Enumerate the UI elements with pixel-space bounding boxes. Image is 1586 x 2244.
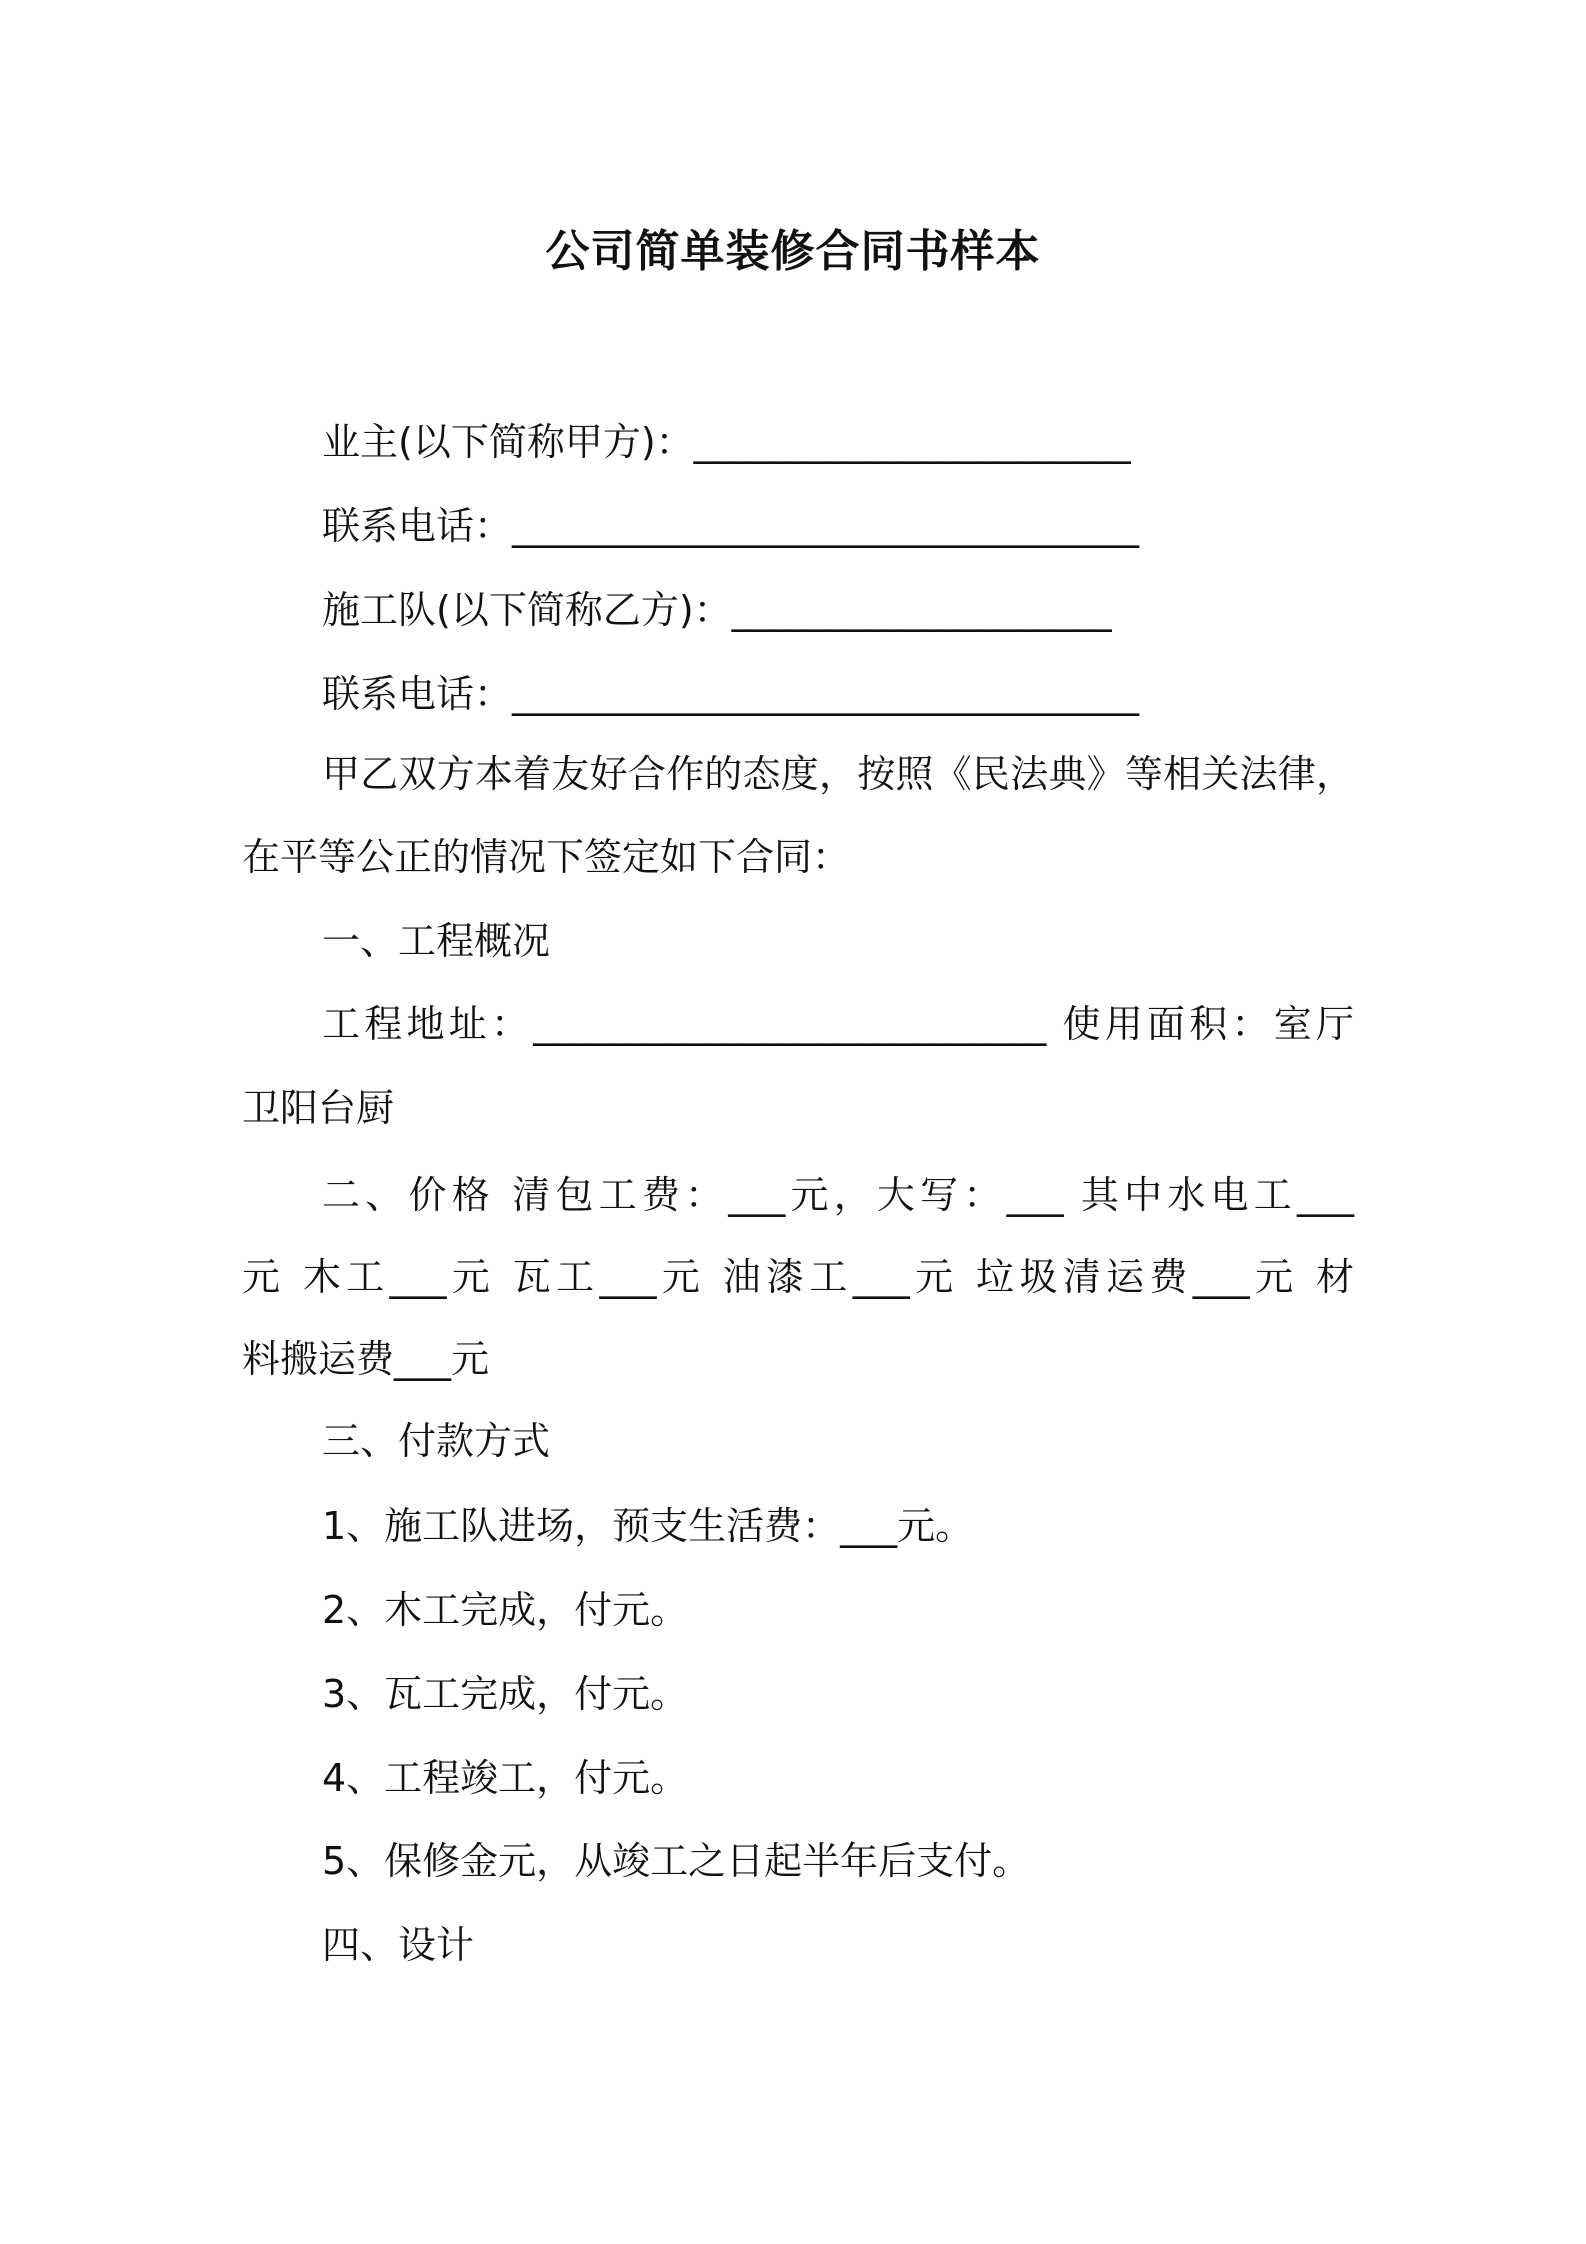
- preamble-line-1: 甲乙双方本着友好合作的态度，按照《民法典》等相关法律，: [322, 752, 1354, 796]
- price-line-3: 料搬运费___元: [242, 1337, 490, 1381]
- price-line-1: 二、价格 清包工费：___元，大写：___ 其中水电工___: [322, 1173, 1354, 1217]
- payment-item-3: 3、瓦工完成，付元。: [322, 1672, 689, 1716]
- address-continuation: 卫阳台厨: [242, 1086, 395, 1130]
- preamble-line-2: 在平等公正的情况下签定如下合同：: [242, 835, 851, 879]
- owner-phone-line: 联系电话：_________________________________: [322, 504, 1140, 548]
- owner-line: 业主(以下简称甲方)：_______________________: [322, 420, 1131, 464]
- address-line: 工程地址：___________________________ 使用面积：室厅: [322, 1002, 1354, 1046]
- document-title: 公司简单装修合同书样本: [545, 226, 1041, 277]
- price-line-2: 元 木工___元 瓦工___元 油漆工___元 垃圾清运费___元 材: [242, 1255, 1354, 1299]
- payment-item-4: 4、工程竣工，付元。: [322, 1756, 689, 1800]
- contractor-line: 施工队(以下简称乙方)：____________________: [322, 588, 1112, 632]
- contractor-phone-line: 联系电话：_________________________________: [322, 672, 1140, 716]
- payment-item-2: 2、木工完成，付元。: [322, 1588, 689, 1632]
- section-heading-payment: 三、付款方式: [322, 1419, 551, 1463]
- section-heading-overview: 一、工程概况: [322, 919, 551, 963]
- payment-item-1: 1、施工队进场，预支生活费：___元。: [322, 1504, 974, 1548]
- section-heading-design: 四、设计: [322, 1923, 475, 1967]
- payment-item-5: 5、保修金元，从竣工之日起半年后支付。: [322, 1839, 1031, 1883]
